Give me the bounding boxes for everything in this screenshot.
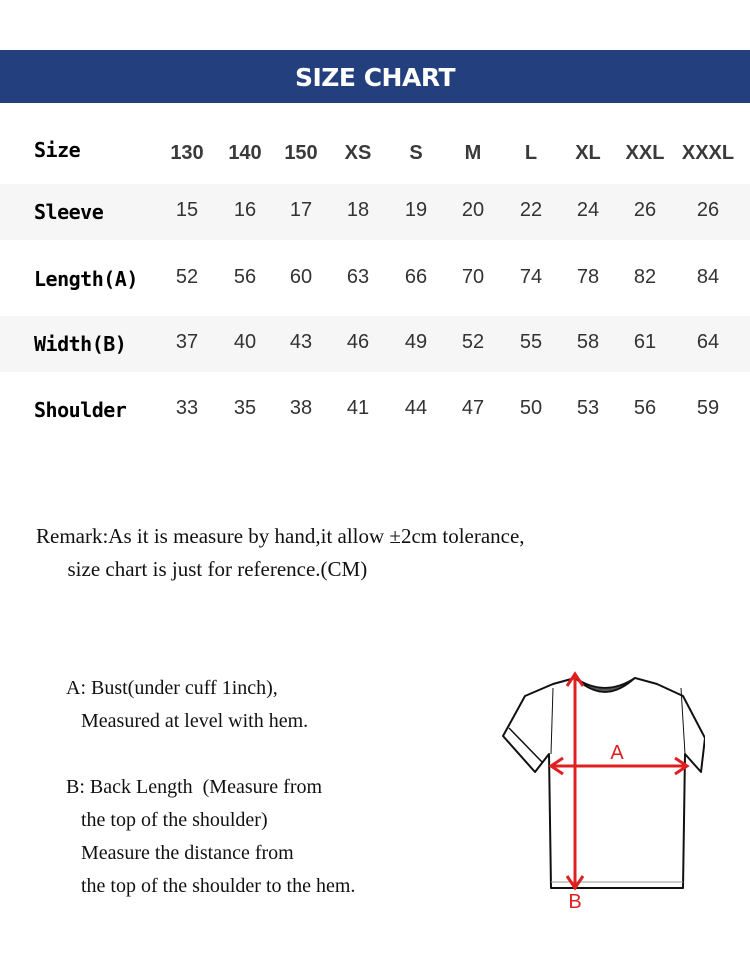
row-label: Shoulder [34, 398, 127, 422]
row-label: Length(A) [34, 267, 138, 291]
table-cell: 35 [233, 397, 257, 419]
table-cell: 37 [175, 331, 199, 353]
table-cell: 84 [696, 266, 720, 288]
table-cell: 82 [633, 266, 657, 288]
size-column-header: XL [575, 142, 601, 164]
table-cell: 38 [289, 397, 313, 419]
table-cell: 58 [576, 331, 600, 353]
table-cell: 26 [696, 199, 720, 221]
table-row-widthb [0, 316, 750, 372]
table-cell: 49 [404, 331, 428, 353]
table-cell: 22 [519, 199, 543, 221]
table-cell: 40 [233, 331, 257, 353]
note-a-line-1: A: Bust(under cuff 1inch), [66, 677, 278, 699]
table-cell: 55 [519, 331, 543, 353]
remark-line-2: size chart is just for reference.(CM) [67, 557, 368, 581]
size-column-header: 140 [228, 142, 262, 164]
table-cell: 60 [289, 266, 313, 288]
row-label: Sleeve [34, 200, 104, 224]
size-column-header: L [524, 142, 538, 164]
table-cell: 47 [461, 397, 485, 419]
note-b-line-4: the top of the shoulder to the hem. [81, 875, 356, 897]
page-title: SIZE CHART [294, 63, 455, 92]
tshirt-outline [503, 678, 705, 888]
table-cell: 70 [461, 266, 485, 288]
size-column-header: 150 [284, 142, 318, 164]
table-cell: 16 [233, 199, 257, 221]
size-column-header: XS [344, 142, 372, 164]
table-cell: 74 [519, 266, 543, 288]
table-cell: 61 [633, 331, 657, 353]
table-cell: 33 [175, 397, 199, 419]
table-cell: 17 [289, 199, 313, 221]
tshirt-diagram [495, 658, 705, 918]
table-cell: 24 [576, 199, 600, 221]
table-cell: 26 [633, 199, 657, 221]
table-cell: 56 [233, 266, 257, 288]
note-b-line-1: B: Back Length (Measure from [66, 776, 323, 798]
measurement-notes [66, 672, 355, 903]
table-row-sleeve [0, 184, 750, 240]
remark-line-1: Remark:As it is measure by hand,it allow ±2cm tolerance, [36, 524, 525, 548]
table-cell: 15 [175, 199, 199, 221]
size-column-header: M [464, 142, 482, 164]
table-row-shoulder [0, 382, 750, 438]
table-cell: 18 [346, 199, 370, 221]
table-cell: 78 [576, 266, 600, 288]
label-a: A [610, 742, 624, 764]
note-b-line-2: the top of the shoulder) [81, 809, 268, 831]
size-column-header: 130 [170, 142, 204, 164]
table-cell: 46 [346, 331, 370, 353]
note-b-line-3: Measure the distance from [81, 842, 294, 864]
table-cell: 20 [461, 199, 485, 221]
table-cell: 66 [404, 266, 428, 288]
table-cell: 63 [346, 266, 370, 288]
table-cell: 50 [519, 397, 543, 419]
table-header-row [0, 132, 750, 176]
table-cell: 44 [404, 397, 428, 419]
label-b: B [568, 891, 582, 913]
table-cell: 59 [696, 397, 720, 419]
table-cell: 19 [404, 199, 428, 221]
table-cell: 53 [576, 397, 600, 419]
table-cell: 52 [461, 331, 485, 353]
note-a-line-2: Measured at level with hem. [81, 710, 309, 732]
size-column-header: XXL [625, 142, 665, 164]
table-cell: 41 [346, 397, 370, 419]
table-cell: 64 [696, 331, 720, 353]
table-cell: 43 [289, 331, 313, 353]
remark-text [36, 520, 525, 586]
size-column-header: S [409, 142, 423, 164]
table-row-lengtha [0, 251, 750, 307]
row-label: Width(B) [34, 332, 127, 356]
size-chart-banner [0, 50, 750, 103]
table-cell: 56 [633, 397, 657, 419]
table-cell: 52 [175, 266, 199, 288]
size-column-header: XXXL [681, 142, 735, 164]
size-header-label: Size [34, 138, 81, 162]
